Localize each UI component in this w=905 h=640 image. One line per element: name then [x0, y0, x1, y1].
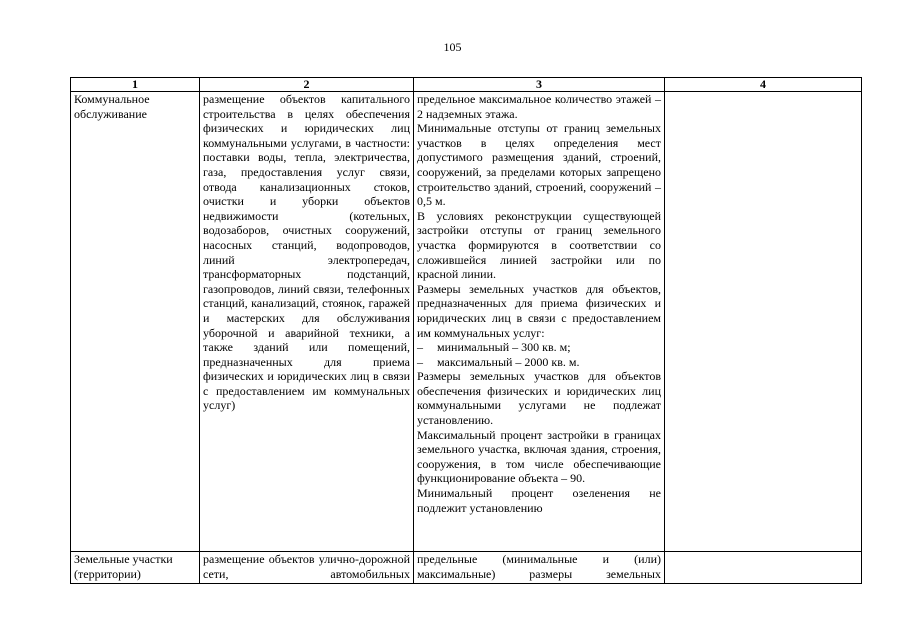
header-col-4: 4	[665, 78, 862, 92]
list-item	[417, 355, 661, 370]
param-setbacks: Минимальные отступы от границ земельных участков в целях определения мест допустимого размещения зданий, строений, сооружений, за пределами которых запрещено строительство зданий, строений, сооружений – 0,5 м.	[417, 121, 661, 209]
page-number: 105	[443, 40, 462, 54]
header-row	[71, 78, 862, 92]
parameters-cell	[414, 552, 665, 584]
dash-bullet: –	[417, 354, 423, 369]
regulations-table	[70, 77, 862, 584]
description-text: размещение объектов капитального строительства в целях обеспечения физических и юридических лиц коммунальными услугами, в частности: поставки воды, тепла, электричества, газа, предоставления услуг связи, отвода канализационных стоков, очистки и уборки объектов недвижимости (котельных, водозаборов, очистных сооружений, насосных станций, водопроводов, линий электропередач, трансформаторных подстанций, газопроводов, линий связи, телефонных станций, канализаций, стоянок, гаражей и мастерских для обслуживания уборочной и аварийной техники, а также зданий или помещений, предназначенных для приема физических и юридических лиц в связи с предоставлением им коммунальных услуг)	[203, 92, 410, 413]
param-greening: Минимальный процент озеленения не подлежит установлению	[417, 486, 661, 515]
land-use-description	[200, 92, 414, 552]
notes-cell	[665, 552, 862, 584]
param-plot-sizes: Размеры земельных участков для объектов, предназначенных для приема физических и юридических лиц в связи с предоставлением им коммунальных услуг:	[417, 281, 661, 340]
param-text: предельные (минимальные и (или) максимальные) размеры земельных	[417, 552, 661, 581]
land-use-name: Коммунальное обслуживание	[71, 92, 200, 552]
table-row	[71, 92, 862, 552]
table-row	[71, 552, 862, 584]
parameters-cell	[414, 92, 665, 552]
plot-size-min: минимальный – 300 кв. м;	[437, 340, 571, 355]
param-reconstruction: В условиях реконструкции существующей застройки отступы от границ земельного участка формируются в соответствии со сложившейся линией застройки или по красной линии.	[417, 208, 661, 282]
param-floors: предельное максимальное количество этажей – 2 надземных этажа.	[417, 92, 661, 121]
plot-size-max: максимальный – 2000 кв. м.	[437, 354, 580, 369]
land-use-description	[200, 552, 414, 584]
notes-cell	[665, 92, 862, 552]
list-item	[417, 340, 661, 355]
land-use-name: Земельные участки (территории)	[71, 552, 200, 584]
param-build-percent: Максимальный процент застройки в границах земельного участка, включая здания, строения, сооружения, в том числе обеспечивающие функционирование объекта – 90.	[417, 427, 661, 486]
description-text: размещение объектов улично-дорожной сети, автомобильных	[203, 552, 410, 581]
dash-bullet: –	[417, 340, 423, 355]
param-plot-sizes-utility: Размеры земельных участков для объектов обеспечения физических и юридических лиц коммунальными услугами не подлежат установлению.	[417, 369, 661, 428]
header-col-1: 1	[71, 78, 200, 92]
header-col-2: 2	[200, 78, 414, 92]
header-col-3: 3	[414, 78, 665, 92]
